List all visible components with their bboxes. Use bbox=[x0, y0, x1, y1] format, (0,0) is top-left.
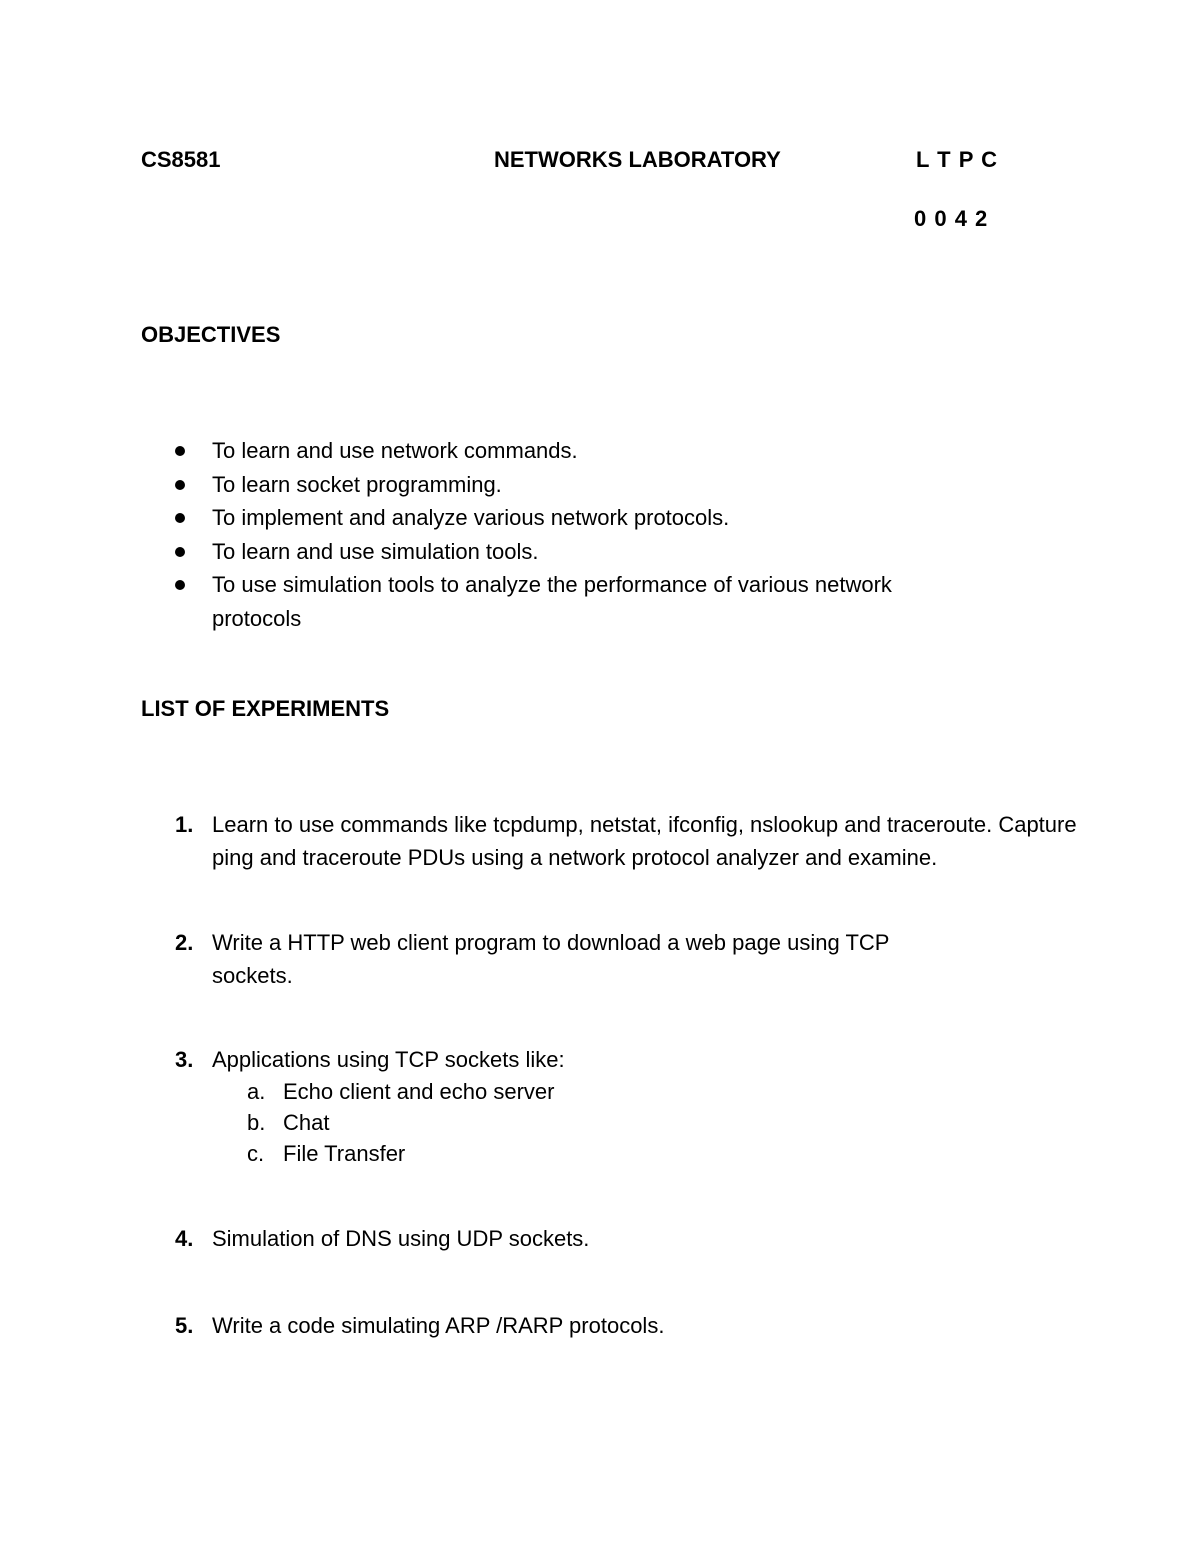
experiment-number: 2. bbox=[175, 930, 194, 955]
experiment-number: 1. bbox=[175, 812, 194, 837]
sub-list-item: a. Echo client and echo server bbox=[212, 1076, 1155, 1107]
experiment-text: Learn to use commands like tcpdump, netstat, ifconfig, nslookup and traceroute. Capture ping and traceroute PDUs using a network protocol analyzer and examine. bbox=[212, 812, 1077, 870]
course-title: NETWORKS LABORATORY bbox=[494, 147, 781, 172]
experiment-item bbox=[175, 808, 1155, 874]
course-code: CS8581 bbox=[141, 147, 221, 172]
experiment-number: 3. bbox=[175, 1047, 194, 1072]
sub-list-letter: a. bbox=[247, 1079, 266, 1104]
ltpc-label: L T P C bbox=[916, 147, 998, 172]
experiment-text: Applications using TCP sockets like: bbox=[212, 1047, 565, 1072]
objective-item: To learn and use simulation tools. bbox=[175, 535, 1075, 569]
experiment-sublist bbox=[212, 1076, 1155, 1169]
experiment-number: 4. bbox=[175, 1226, 194, 1251]
ltpc-values: 0 0 4 2 bbox=[914, 206, 989, 231]
sub-list-letter: c. bbox=[247, 1141, 265, 1166]
experiment-text: Simulation of DNS using UDP sockets. bbox=[212, 1226, 590, 1251]
bullet-icon bbox=[175, 580, 185, 590]
bullet-icon bbox=[175, 480, 185, 490]
bullet-icon bbox=[175, 513, 185, 523]
experiment-text: Write a HTTP web client program to download a web page using TCP sockets. bbox=[212, 930, 890, 988]
experiment-text: Write a code simulating ARP /RARP protocols. bbox=[212, 1313, 665, 1338]
experiment-item bbox=[175, 1309, 1155, 1342]
experiments-heading: LIST OF EXPERIMENTS bbox=[141, 696, 390, 721]
sub-list-letter: b. bbox=[247, 1110, 266, 1135]
sub-list-item: c. File Transfer bbox=[212, 1138, 1155, 1169]
experiment-item bbox=[175, 926, 1155, 992]
objective-item: To learn and use network commands. bbox=[175, 434, 1075, 468]
objective-item: To use simulation tools to analyze the performance of various network protocols bbox=[175, 568, 1075, 635]
experiment-item bbox=[175, 1043, 1155, 1169]
experiment-item bbox=[175, 1222, 1155, 1255]
experiment-number: 5. bbox=[175, 1313, 194, 1338]
objective-item: To learn socket programming. bbox=[175, 468, 1075, 502]
bullet-icon bbox=[175, 446, 185, 456]
bullet-icon bbox=[175, 547, 185, 557]
objective-item: To implement and analyze various network protocols. bbox=[175, 501, 1075, 535]
objectives-list bbox=[175, 434, 1075, 635]
objectives-heading: OBJECTIVES bbox=[141, 322, 281, 347]
sub-list-item: b. Chat bbox=[212, 1107, 1155, 1138]
